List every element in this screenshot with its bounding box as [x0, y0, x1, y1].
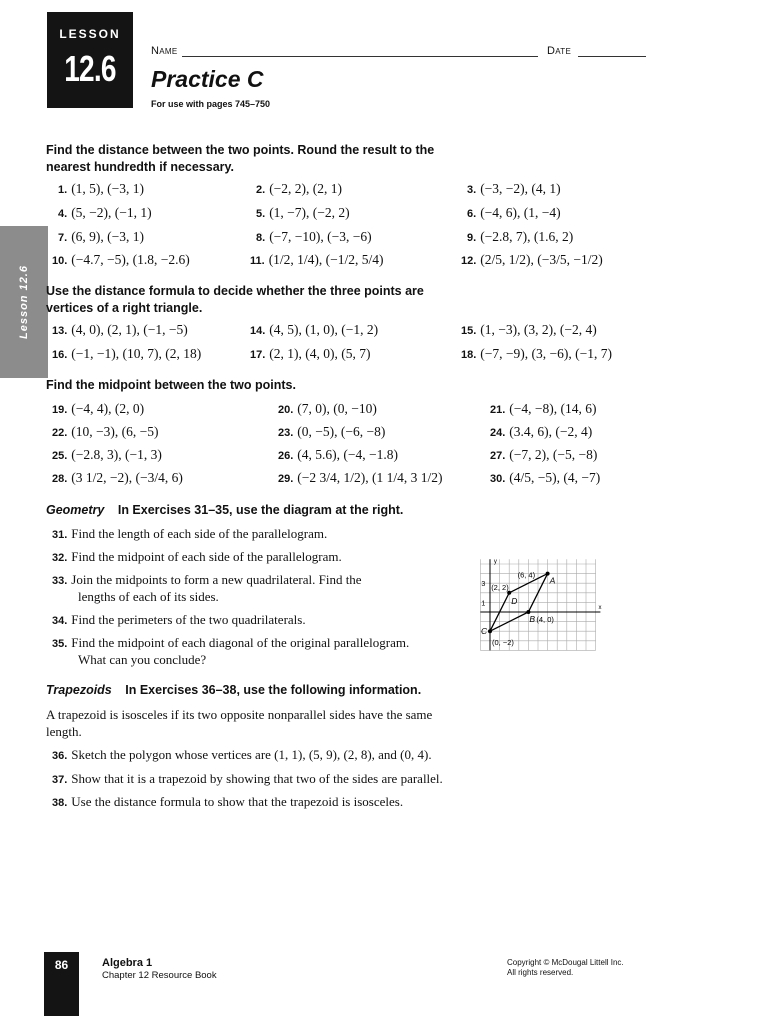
exercise-text: Show that it is a trapezoid by showing that two of the sides are parallel.: [71, 771, 443, 786]
page-subtitle: For use with pages 745–750: [151, 99, 271, 109]
exercise-19: [52, 401, 144, 417]
exercise-number: 28.: [52, 473, 68, 485]
exercise-number: 29.: [278, 473, 294, 485]
exercise-6: [467, 205, 561, 221]
exercise-24: [490, 424, 592, 440]
exercise-31: [52, 526, 327, 542]
exercise-text: Find the length of each side of the parallelogram.: [71, 526, 328, 541]
exercise-18: [461, 346, 612, 362]
exercise-number: 22.: [52, 427, 68, 439]
exercise-number: 9.: [467, 232, 477, 244]
exercise-21: [490, 401, 597, 417]
geometry-instruction: [46, 502, 403, 519]
exercise-22: [52, 424, 159, 440]
exercise-35-line2: [78, 652, 206, 668]
exercise-38: [52, 794, 403, 810]
exercise-text: Find the midpoint of each side of the parallelogram.: [71, 549, 342, 564]
exercise-text: (−7, −9), (3, −6), (−1, 7): [480, 346, 612, 361]
point-coordinate-label: (2, 2): [491, 582, 509, 592]
page-number: 86: [54, 958, 69, 972]
exercise-text: (10, −3), (6, −5): [71, 424, 159, 439]
exercise-text: (1, −3), (3, 2), (−2, 4): [480, 322, 597, 337]
exercise-text: (4, 0), (2, 1), (−1, −5): [71, 322, 188, 337]
exercise-25: [52, 447, 162, 463]
vertex-label-c: C: [481, 626, 488, 637]
exercise-20: [278, 401, 377, 417]
exercise-text: (−7, 2), (−5, −8): [509, 447, 598, 462]
trapezoid-definition-line1: A trapezoid is isosceles if its two opposite nonparallel sides have the same: [46, 707, 433, 722]
exercise-text: (4, 5), (1, 0), (−1, 2): [269, 322, 379, 337]
exercise-number: 25.: [52, 450, 68, 462]
trapezoid-definition-line2: length.: [46, 724, 82, 739]
point-coordinate-label: (0, −2): [492, 638, 514, 648]
tick-label-3: 3: [481, 581, 486, 589]
footer-copyright: Copyright © McDougal Littell Inc.: [507, 958, 624, 967]
exercise-text: (−7, −10), (−3, −6): [269, 229, 372, 244]
vertex-label-a: A: [549, 575, 556, 586]
exercise-7: [58, 229, 144, 245]
exercise-text: (1, −7), (−2, 2): [269, 205, 350, 220]
exercise-text: (6, 9), (−3, 1): [71, 229, 145, 244]
diagram-labels: [481, 559, 601, 647]
exercise-text: (0, −5), (−6, −8): [297, 424, 386, 439]
exercise-34: [52, 612, 306, 628]
point-coordinate-label: (6, 4): [517, 570, 536, 580]
exercise-26: [278, 447, 398, 463]
exercise-text: Sketch the polygon whose vertices are (1, 1), (5, 9), (2, 8), and (0, 4).: [71, 747, 432, 762]
exercise-28: [52, 470, 183, 486]
exercise-5: [256, 205, 350, 221]
exercise-text: lengths of each of its sides.: [78, 589, 219, 604]
exercise-14: [250, 322, 378, 338]
side-tab-label: Lesson 12.6: [18, 265, 30, 339]
vertex-label-b: B: [529, 614, 536, 624]
exercise-text: (−4.7, −5), (1.8, −2.6): [71, 252, 190, 267]
section2-instruction: [46, 283, 424, 317]
exercise-number: 21.: [490, 404, 506, 416]
exercise-number: 34.: [52, 615, 68, 627]
exercise-number: 30.: [490, 473, 506, 485]
section1-instruction-line2: nearest hundredth if necessary.: [46, 160, 235, 174]
exercise-number: 13.: [52, 325, 68, 337]
exercise-number: 26.: [278, 450, 294, 462]
parallelogram-diagram: [478, 528, 602, 656]
vertex-label-d: D: [511, 595, 518, 606]
exercise-number: 8.: [256, 232, 266, 244]
exercise-number: 4.: [58, 208, 68, 220]
trapezoids-instruction-text: In Exercises 36–38, use the following information.: [125, 683, 422, 697]
exercise-number: 23.: [278, 427, 294, 439]
exercise-text: (4/5, −5), (4, −7): [509, 470, 601, 485]
exercise-37: [52, 771, 443, 787]
exercise-text: (−4, −8), (14, 6): [509, 401, 597, 416]
exercise-33: [52, 572, 362, 588]
section2-instruction-line2: vertices of a right triangle.: [46, 301, 203, 315]
exercise-number: 33.: [52, 575, 68, 587]
exercise-number: 12.: [461, 255, 477, 267]
exercise-text: Use the distance formula to show that the trapezoid is isosceles.: [71, 794, 404, 809]
exercise-1: [58, 181, 144, 197]
exercise-27: [490, 447, 597, 463]
exercise-29: [278, 470, 443, 486]
trapezoid-definition: [46, 706, 432, 740]
exercise-number: 16.: [52, 349, 68, 361]
exercise-11: [250, 252, 384, 268]
exercise-text: (7, 0), (0, −10): [297, 401, 377, 416]
vertex-point-c: [488, 629, 492, 633]
exercise-number: 5.: [256, 208, 266, 220]
exercise-text: (−4, 4), (2, 0): [71, 401, 145, 416]
exercise-number: 11.: [250, 255, 265, 267]
exercise-9: [467, 229, 573, 245]
footer-book-subtitle: Chapter 12 Resource Book: [102, 970, 217, 981]
exercise-text: (2, 1), (4, 0), (5, 7): [269, 346, 371, 361]
exercise-number: 27.: [490, 450, 506, 462]
exercise-number: 24.: [490, 427, 506, 439]
exercise-8: [256, 229, 372, 245]
exercise-number: 18.: [461, 349, 477, 361]
exercise-4: [58, 205, 152, 221]
lesson-number: 12.6: [64, 48, 116, 89]
trapezoids-label: Trapezoids: [46, 683, 112, 697]
exercise-16: [52, 346, 201, 362]
section3-instruction: Find the midpoint between the two points.: [46, 378, 296, 392]
exercise-33-line2: [78, 589, 219, 605]
geometry-instruction-text: In Exercises 31–35, use the diagram at the right.: [117, 503, 404, 517]
exercise-text: (1, 5), (−3, 1): [71, 181, 145, 196]
exercise-text: (−1, −1), (10, 7), (2, 18): [71, 346, 202, 361]
tick-label-1: 1: [481, 600, 486, 608]
exercise-text: What can you conclude?: [78, 652, 207, 667]
exercise-text: (−2.8, 3), (−1, 3): [71, 447, 162, 462]
exercise-text: Find the midpoint of each diagonal of the original parallelogram.: [71, 635, 410, 650]
date-label: Date: [547, 45, 572, 57]
diagram-axes: [480, 559, 600, 650]
exercise-23: [278, 424, 385, 440]
section1-instruction-line1: Find the distance between the two points. Round the result to the: [46, 143, 435, 157]
exercise-text: (1/2, 1/4), (−1/2, 5/4): [268, 252, 384, 267]
exercise-number: 35.: [52, 638, 68, 650]
lesson-badge: [47, 12, 133, 108]
exercise-number: 20.: [278, 404, 294, 416]
diagram-grid: [480, 559, 595, 650]
exercise-text: Join the midpoints to form a new quadrilateral. Find the: [71, 572, 362, 587]
page-title: Practice C: [151, 66, 264, 92]
exercise-number: 2.: [256, 184, 266, 196]
section1-instruction: [46, 142, 434, 176]
exercise-17: [250, 346, 371, 362]
point-coordinate-label: (4, 0): [536, 615, 554, 624]
exercise-32: [52, 549, 342, 565]
trapezoids-instruction: [46, 682, 421, 699]
exercise-text: Find the perimeters of the two quadrilaterals.: [71, 612, 306, 627]
exercise-text: (5, −2), (−1, 1): [71, 205, 152, 220]
exercise-text: (3.4, 6), (−2, 4): [509, 424, 593, 439]
exercise-number: 37.: [52, 774, 68, 786]
footer-page-tab: [44, 952, 79, 1016]
exercise-number: 15.: [461, 325, 477, 337]
exercise-10: [52, 252, 190, 268]
footer-rights: All rights reserved.: [507, 968, 574, 977]
exercise-35: [52, 635, 409, 651]
section2-instruction-line1: Use the distance formula to decide whether the three points are: [46, 284, 424, 298]
exercise-36: [52, 747, 432, 763]
exercise-text: (−4, 6), (1, −4): [480, 205, 561, 220]
exercise-2: [256, 181, 342, 197]
exercise-12: [461, 252, 603, 268]
geometry-label: Geometry: [46, 503, 105, 517]
exercise-text: (2/5, 1/2), (−3/5, −1/2): [480, 252, 603, 267]
lesson-word: LESSON: [59, 27, 121, 41]
exercise-number: 3.: [467, 184, 477, 196]
footer-book-title: Algebra 1: [102, 957, 153, 969]
name-line: [182, 56, 538, 57]
exercise-number: 17.: [250, 349, 266, 361]
exercise-number: 32.: [52, 552, 68, 564]
exercise-30: [490, 470, 600, 486]
exercise-text: (−2 3/4, 1/2), (1 1/4, 3 1/2): [297, 470, 443, 485]
exercise-number: 6.: [467, 208, 477, 220]
side-tab: [0, 226, 48, 378]
exercise-text: (−2.8, 7), (1.6, 2): [480, 229, 574, 244]
exercise-15: [461, 322, 597, 338]
name-label: Name: [151, 45, 178, 57]
exercise-number: 31.: [52, 529, 68, 541]
exercise-number: 36.: [52, 750, 68, 762]
exercise-text: (−2, 2), (2, 1): [269, 181, 343, 196]
exercise-number: 7.: [58, 232, 68, 244]
exercise-number: 19.: [52, 404, 68, 416]
exercise-number: 38.: [52, 797, 68, 809]
exercise-text: (4, 5.6), (−4, −1.8): [297, 447, 399, 462]
exercise-3: [467, 181, 561, 197]
x-axis-label: x: [598, 605, 602, 612]
exercise-text: (3 1/2, −2), (−3/4, 6): [71, 470, 183, 485]
exercise-number: 10.: [52, 255, 68, 267]
date-line: [578, 56, 646, 57]
exercise-text: (−3, −2), (4, 1): [480, 181, 561, 196]
exercise-13: [52, 322, 188, 338]
y-axis-label: y: [493, 559, 497, 566]
exercise-number: 14.: [250, 325, 266, 337]
exercise-number: 1.: [58, 184, 68, 196]
